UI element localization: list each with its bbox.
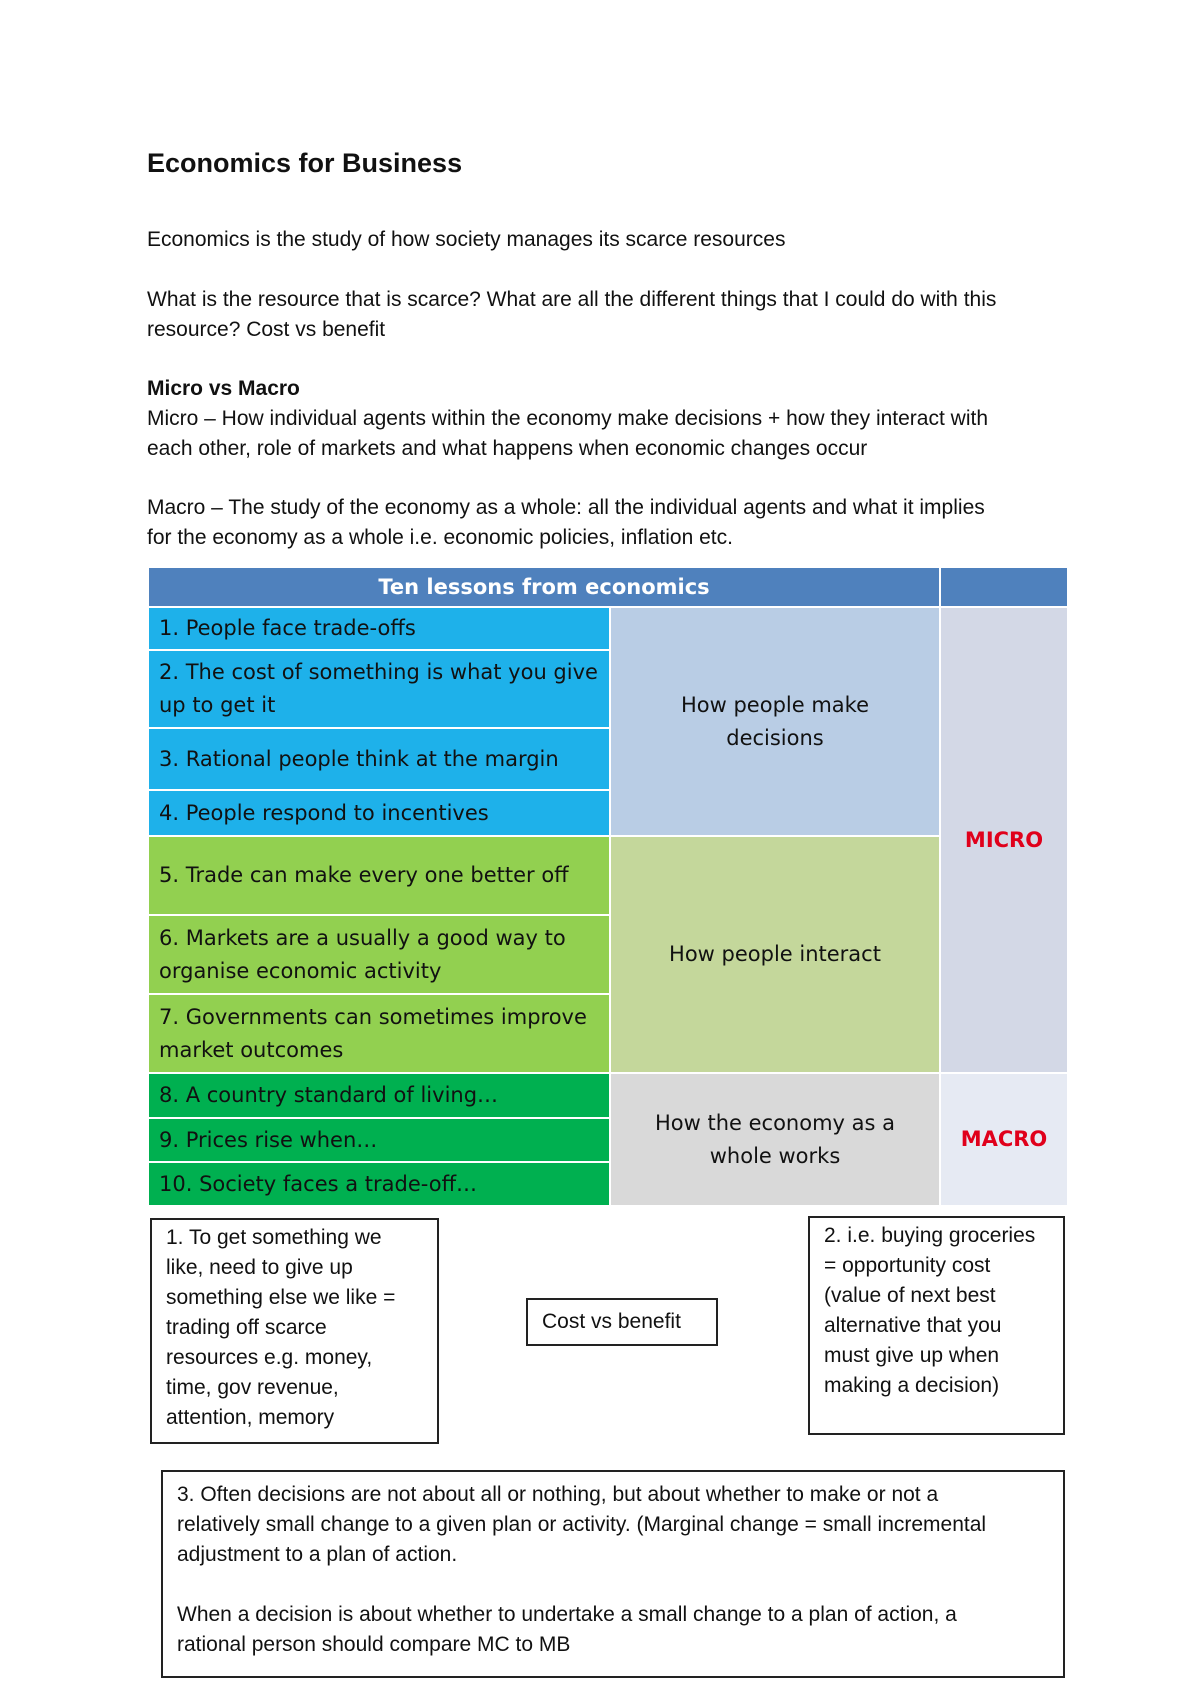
text-line: time, gov revenue,	[166, 1376, 339, 1399]
lesson-item: 3. Rational people think at the margin	[148, 728, 610, 790]
lesson-item: 6. Markets are a usually a good way to organise economic activity	[148, 915, 610, 994]
note-trade-offs	[150, 1218, 439, 1444]
text-line: 2. i.e. buying groceries	[824, 1224, 1036, 1247]
lesson-item: 1. People face trade-offs	[148, 607, 610, 650]
text-line: making a decision)	[824, 1374, 1000, 1397]
lesson-item: 5. Trade can make every one better off	[148, 836, 610, 915]
text-line: something else we like =	[166, 1286, 396, 1309]
text-line: Micro – How individual agents within the economy make decisions + how they interact with	[147, 407, 988, 430]
note-opportunity-cost	[808, 1216, 1065, 1435]
lesson-item: 4. People respond to incentives	[148, 790, 610, 836]
micro-definition	[147, 404, 1077, 464]
macro-definition	[147, 493, 1077, 553]
text-line: Macro – The study of the economy as a whole: all the individual agents and what it implies	[147, 496, 985, 519]
text-line: attention, memory	[166, 1406, 335, 1429]
lesson-item: 10. Society faces a trade-off…	[148, 1162, 610, 1206]
scope-macro: MACRO	[940, 1073, 1068, 1206]
text-line: alternative that you	[824, 1314, 1002, 1337]
table-header-blank	[940, 567, 1068, 607]
text-line: trading off scarce	[166, 1316, 327, 1339]
lesson-item: 8. A country standard of living…	[148, 1073, 610, 1118]
text-line: relatively small change to a given plan or activity. (Marginal change = small incremental	[177, 1513, 987, 1536]
text-line: for the economy as a whole i.e. economic policies, inflation etc.	[147, 526, 733, 549]
note-marginal-thinking	[161, 1470, 1065, 1678]
text-line: 3. Often decisions are not about all or nothing, but about whether to make or not a	[177, 1483, 939, 1506]
micro-macro-heading: Micro vs Macro	[147, 377, 300, 400]
group-interact: How people interact	[610, 836, 940, 1073]
group-decisions: How people make decisions	[610, 607, 940, 836]
intro-text: Economics is the study of how society manages its scarce resources	[147, 228, 786, 251]
scope-micro: MICRO	[940, 607, 1068, 1073]
text-line: = opportunity cost	[824, 1254, 991, 1277]
text-line: rational person should compare MC to MB	[177, 1633, 571, 1656]
lesson-item: 7. Governments can sometimes improve market outcomes	[148, 994, 610, 1073]
text-line: adjustment to a plan of action.	[177, 1543, 458, 1566]
text-line: each other, role of markets and what happens when economic changes occur	[147, 437, 868, 460]
table-header: Ten lessons from economics	[148, 567, 940, 607]
text-line: When a decision is about whether to undertake a small change to a plan of action, a	[177, 1603, 957, 1626]
lesson-item: 2. The cost of something is what you give up to get it	[148, 650, 610, 728]
text-line: 1. To get something we	[166, 1226, 382, 1249]
text-line: (value of next best	[824, 1284, 996, 1307]
cost-vs-benefit-box	[526, 1298, 718, 1346]
lesson-item: 9. Prices rise when…	[148, 1118, 610, 1162]
group-economy: How the economy as a whole works	[610, 1073, 940, 1206]
page-title: Economics for Business	[147, 148, 463, 178]
text-line	[177, 1570, 1049, 1600]
text-line: must give up when	[824, 1344, 1000, 1367]
text-line: like, need to give up	[166, 1256, 353, 1279]
ten-lessons-table	[147, 566, 1069, 1207]
question-text	[147, 285, 1077, 345]
cost-vs-benefit-label: Cost vs benefit	[542, 1310, 681, 1333]
text-line: resource? Cost vs benefit	[147, 318, 386, 341]
text-line: What is the resource that is scarce? What are all the different things that I could do with this	[147, 288, 997, 311]
text-line: resources e.g. money,	[166, 1346, 373, 1369]
